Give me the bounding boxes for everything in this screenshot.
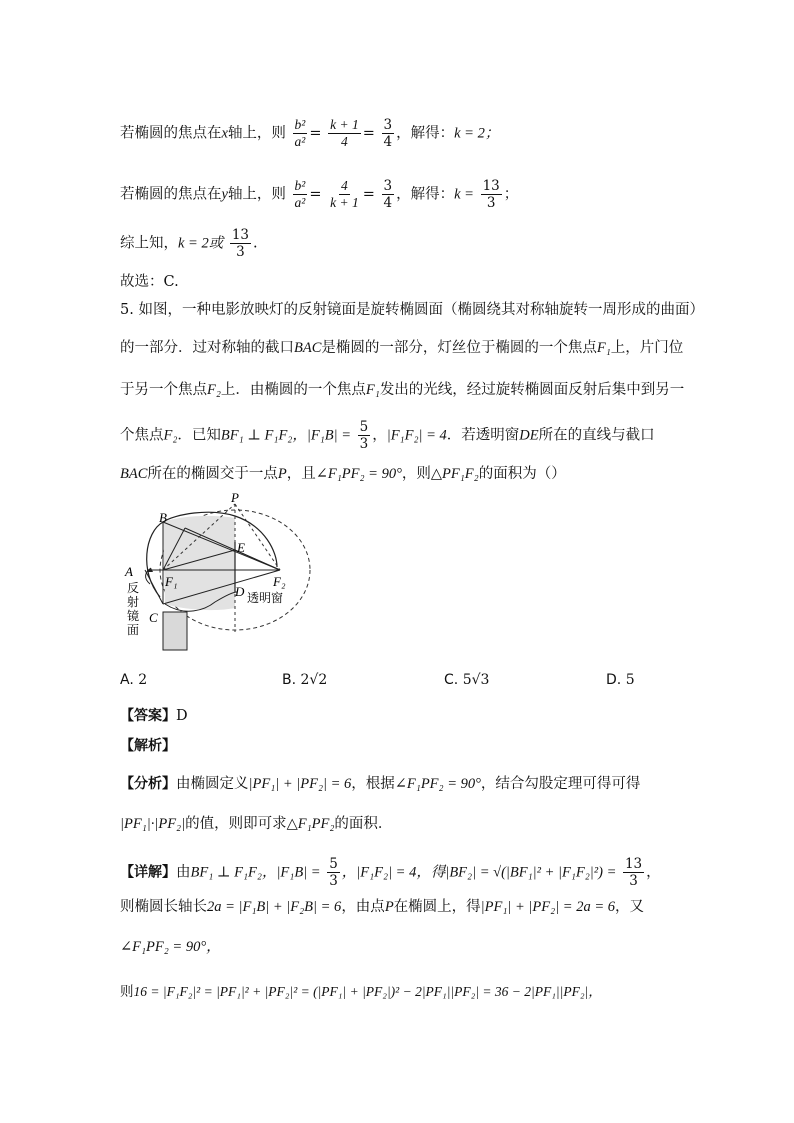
label-window: 透明窗 xyxy=(247,591,284,605)
text: 所在的椭圆交于一点 xyxy=(147,466,278,482)
option-a[interactable] xyxy=(120,672,147,688)
text: 个焦点 xyxy=(120,427,164,444)
text: 发出的光线，经过旋转椭圆面反射后集中到另一 xyxy=(379,382,685,398)
fenxi-line-2 xyxy=(120,814,392,834)
text: ，解得： xyxy=(396,186,455,203)
math: |F₁B| = xyxy=(306,427,351,444)
text: ，由点 xyxy=(341,899,385,915)
label-p: P xyxy=(231,492,239,505)
math: F₂ xyxy=(207,382,221,398)
numerator: 5 xyxy=(329,856,338,872)
fraction xyxy=(358,419,371,452)
math: ∠F₁PF₂ = 90° xyxy=(315,466,402,482)
axis-var: y xyxy=(221,186,228,203)
fraction xyxy=(328,117,361,150)
xiangjie-line-3 xyxy=(120,937,221,957)
text: 若椭圆的焦点在 xyxy=(120,186,222,203)
math: 16 = |F₁F₂|² = |PF₁|² + |PF₂|² = (|PF₁| + |PF₂|)² − 2|PF₁||PF₂| = 36 − 2|PF₁||PF₂|， xyxy=(133,984,602,999)
solution-line-summary: 综上知，k = 2或 $\frac{13}{3}$ . xyxy=(120,227,258,260)
math: F₁ xyxy=(596,340,611,356)
choice-line: 故选：C. xyxy=(120,274,179,290)
label-a: A xyxy=(125,564,133,579)
label-f1: F₁ xyxy=(165,574,178,589)
text: 由椭圆定义 xyxy=(176,776,249,792)
text: 轴上，则 xyxy=(227,186,286,203)
text: ，又 xyxy=(614,899,644,915)
question-5-line-3 xyxy=(120,380,684,400)
denominator: 4 xyxy=(341,134,348,149)
fraction xyxy=(382,117,395,150)
math: P xyxy=(277,466,287,482)
math: ，|F₁F₂| = 4，得 xyxy=(341,864,446,881)
label-e: E xyxy=(237,540,245,555)
label-reflect-4: 面 xyxy=(127,623,140,637)
option-value: 5√3 xyxy=(462,672,490,688)
fenxi-tag: 【分析】 xyxy=(120,776,176,792)
math: |F₁F₂| = 4 xyxy=(386,427,447,444)
xiangjie-line-4 xyxy=(120,982,602,1002)
ray xyxy=(145,570,163,604)
fraction xyxy=(327,856,340,889)
denominator: a² xyxy=(294,134,306,149)
analysis-heading xyxy=(120,736,176,756)
numerator: b² xyxy=(294,117,306,132)
text: ，且 xyxy=(286,466,316,482)
numerator: k + 1 xyxy=(330,117,359,132)
axis-var: x xyxy=(221,125,228,142)
numerator: 3 xyxy=(383,178,393,194)
math: △PF₁F₂ xyxy=(430,466,479,482)
numerator: 4 xyxy=(341,178,348,193)
fraction xyxy=(293,117,308,150)
math: |BF₂| = √(|BF₁|² + |F₁F₂|²) = xyxy=(445,864,617,881)
option-c[interactable] xyxy=(444,672,489,688)
numerator: 13 xyxy=(624,856,643,872)
numerator: 5 xyxy=(359,419,369,435)
text: 轴上，则 xyxy=(227,125,286,142)
denominator: 3 xyxy=(329,873,338,889)
numerator: 3 xyxy=(383,117,393,133)
question-5-line-4: 个焦点F₂．已知BF₁ ⊥ F₁F₂，|F₁B| = $\frac{5}{3}$ ，|F₁F₂| = 4．若透明窗DE所在的直线与截口 xyxy=(120,419,655,452)
numerator: 13 xyxy=(231,227,250,243)
text: 上．由椭圆的一个焦点 xyxy=(220,382,366,398)
math: F₁ xyxy=(365,382,380,398)
fraction xyxy=(623,856,644,889)
xiangjie-tag: 【详解】 xyxy=(120,864,176,881)
answer-text: k = xyxy=(454,186,474,203)
fraction xyxy=(293,178,308,211)
label-c: C xyxy=(149,610,158,625)
option-d[interactable] xyxy=(606,672,635,688)
text: 的值，则即可求 xyxy=(185,816,287,832)
text: ，根据 xyxy=(351,776,395,792)
text: 的面积为（） xyxy=(478,466,566,482)
fraction xyxy=(230,227,251,260)
shaded-region xyxy=(163,516,235,610)
text: ，结合勾股定理可得可得 xyxy=(480,776,641,792)
reflector-figure xyxy=(115,492,330,657)
denominator: 3 xyxy=(629,873,638,889)
fraction xyxy=(481,178,502,211)
math: |PF₁|·|PF₂| xyxy=(120,816,186,832)
text: 若椭圆的焦点在 xyxy=(120,125,222,142)
label-reflect-3: 镜 xyxy=(127,609,140,623)
math: △F₁PF₂ xyxy=(286,816,335,832)
text: ， xyxy=(646,864,661,881)
reflector-left xyxy=(147,522,163,597)
math: P xyxy=(384,899,394,915)
numerator: b² xyxy=(294,178,306,193)
solution-line-y-axis: 若椭圆的焦点在y轴上，则 $\frac{\text{b²}}{\text{a²}}$ = $\frac{4}{k + 1}$ = $\frac{3}{4}$ ，解得：k = $\frac{13}{3}$ ； xyxy=(120,178,519,211)
denominator: 4 xyxy=(383,134,393,150)
math: BF₁ ⊥ F₁F₂，|F₁B| = xyxy=(190,864,321,881)
denominator: 3 xyxy=(236,244,245,260)
math: 2a = |F₁B| + |F₂B| = 6 xyxy=(207,899,342,915)
lamp-base xyxy=(163,612,187,650)
fenxi-line-1 xyxy=(120,774,640,794)
math: BAC xyxy=(294,340,322,356)
text: ．已知 xyxy=(177,427,221,444)
math: BF₁ ⊥ F₁F₂， xyxy=(220,427,307,444)
denominator: 4 xyxy=(383,195,393,211)
answer-tag: 【答案】 xyxy=(120,708,176,724)
option-letter: D. xyxy=(606,672,626,688)
text: 上，片门位 xyxy=(610,340,684,356)
text: ，解得： xyxy=(396,125,455,142)
text: 则椭圆长轴长 xyxy=(120,899,207,915)
math: |PF₁| + |PF₂| = 2a = 6 xyxy=(480,899,615,915)
denominator: a² xyxy=(294,195,306,210)
fraction xyxy=(382,178,395,211)
fraction xyxy=(328,178,361,211)
text: 的面积． xyxy=(334,816,393,832)
math: F₂ xyxy=(163,427,178,444)
answer-text: k = 2； xyxy=(454,125,500,142)
math: ∠F₁PF₂ = 90°， xyxy=(120,939,221,955)
solution-line-x-axis: 若椭圆的焦点在x轴上，则 $\frac{\text{b²}}{\text{a²}}$ = $\frac{k + 1}{4}$ = $\frac{3}{4}$ ，解得：k = 2； xyxy=(120,117,500,150)
option-value: 2√2 xyxy=(300,672,328,688)
text: 于另一个焦点 xyxy=(120,382,207,398)
text: 综上知， xyxy=(120,235,178,252)
label-b: B xyxy=(159,510,167,525)
question-5-line-1: 5. 如图，一种电影放映灯的反射镜面是旋转椭圆面（椭圆绕其对称轴旋转一周形成的曲面） xyxy=(120,302,704,318)
math: DE xyxy=(519,427,539,444)
numerator: 13 xyxy=(482,178,500,194)
denominator: k + 1 xyxy=(330,195,359,210)
denominator: 3 xyxy=(486,195,496,211)
text: 在椭圆上，得 xyxy=(393,899,481,915)
xiangjie-line-1 xyxy=(120,856,661,889)
math: BAC xyxy=(120,466,148,482)
option-letter: C. xyxy=(444,672,463,688)
option-letter: A. xyxy=(120,672,139,688)
answer-line xyxy=(120,706,188,726)
answer-value: D xyxy=(176,708,188,724)
text: 是椭圆的一部分，灯丝位于椭圆的一个焦点 xyxy=(321,340,597,356)
label-f2: F₂ xyxy=(273,574,286,589)
option-letter: B. xyxy=(282,672,301,688)
text: 则 xyxy=(120,984,134,1000)
question-5-line-2 xyxy=(120,338,683,358)
math: |PF₁| + |PF₂| = 6 xyxy=(248,776,352,792)
analysis-tag: 【解析】 xyxy=(120,738,176,754)
text: 由 xyxy=(176,864,191,881)
math: ∠F₁PF₂ = 90° xyxy=(394,776,481,792)
xiangjie-line-2 xyxy=(120,897,644,917)
option-value: 2 xyxy=(138,672,148,688)
question-5-line-5 xyxy=(120,464,566,484)
text: ．若透明窗 xyxy=(446,427,520,444)
label-reflect-1: 反 xyxy=(127,581,140,595)
label-reflect-2: 射 xyxy=(127,595,140,609)
text: 所在的直线与截口 xyxy=(538,427,655,444)
option-b[interactable] xyxy=(282,672,327,688)
label-d: D xyxy=(235,584,245,599)
text: ，则 xyxy=(401,466,431,482)
denominator: 3 xyxy=(359,436,369,452)
text: k = 2或 xyxy=(178,235,224,252)
text: 的一部分．过对称轴的截口 xyxy=(120,340,294,356)
option-value: 5 xyxy=(625,672,635,688)
